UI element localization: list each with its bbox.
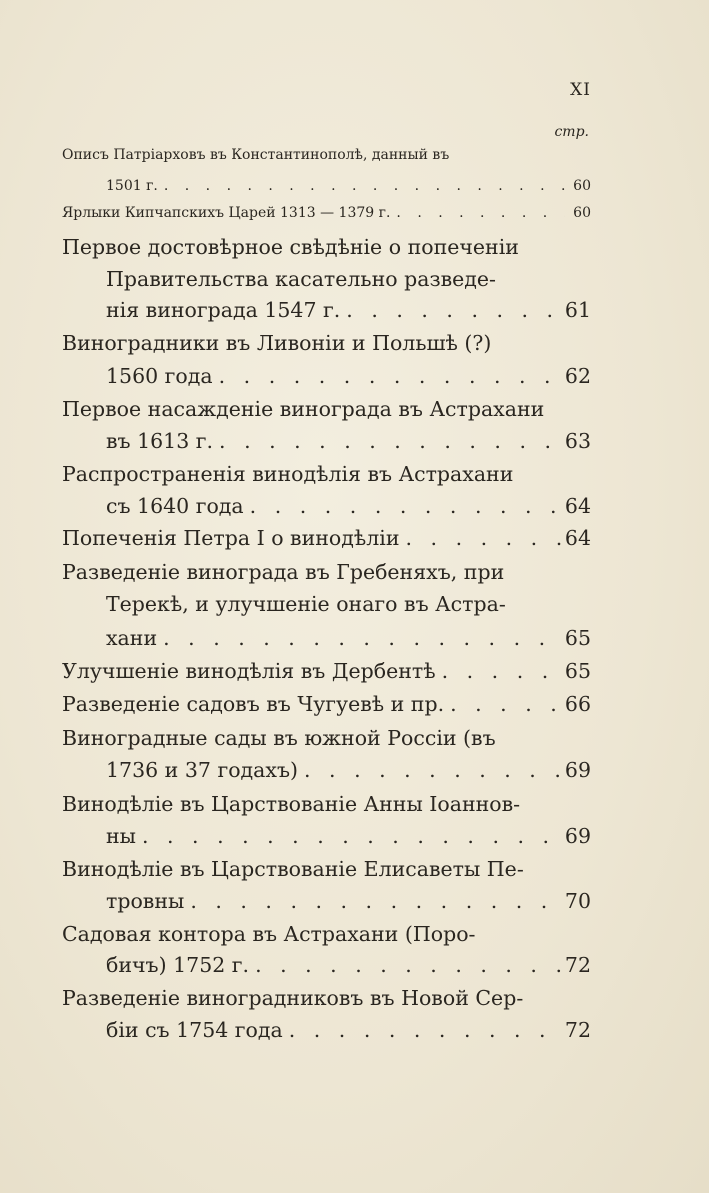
toc-entry-text: Попеченія Петра I о винодѣліи	[62, 526, 400, 550]
toc-entry-text: въ 1613 г.	[106, 429, 214, 453]
toc-entry-text: Первое насажденіе винограда въ Астрахани	[62, 397, 545, 421]
toc-entry-text: тровны	[106, 889, 185, 913]
toc-entry-line	[62, 857, 591, 881]
toc-entry-line	[62, 626, 591, 650]
toc-entry-line	[62, 692, 591, 716]
page-column-label: стр.	[554, 124, 589, 140]
toc-entry-line	[62, 889, 591, 913]
toc-entry-line	[62, 429, 591, 453]
toc-entry-line	[62, 397, 591, 421]
toc-entry-text: Винодѣліе въ Царствованіе Анны Іоаннов-	[62, 792, 521, 816]
dot-leader	[249, 953, 565, 977]
toc-entry-text: Садовая контора въ Астрахани (Поро-	[62, 922, 476, 946]
toc-page-number: 66	[564, 692, 591, 716]
toc-page-number: 70	[564, 889, 591, 913]
toc-entry-line	[62, 462, 591, 486]
toc-entry-text: 1501 г.	[106, 178, 158, 194]
toc-entry-line	[62, 178, 591, 194]
toc-page-number: 61	[564, 298, 591, 322]
toc-entry-text: Разведеніе винограда въ Гребеняхъ, при	[62, 560, 505, 584]
dot-leader	[298, 758, 565, 782]
toc-entry-line	[62, 592, 591, 616]
toc-entry-text: біи съ 1754 года	[106, 1018, 283, 1042]
toc-page-number: 60	[573, 178, 591, 194]
toc-page-number: 69	[564, 824, 591, 848]
toc-entry-line	[62, 205, 591, 221]
toc-entry-line	[62, 1018, 591, 1042]
toc-page-number: 64	[564, 494, 591, 518]
toc-page-number: 72	[564, 953, 591, 977]
dot-leader	[340, 298, 565, 322]
toc-entry-line	[62, 824, 591, 848]
toc-entry-line	[62, 298, 591, 322]
dot-leader	[283, 1018, 565, 1042]
toc-entry-line	[62, 758, 591, 782]
dot-leader	[436, 659, 565, 683]
toc-entry-text: нія винограда 1547 г.	[106, 298, 341, 322]
toc-page-number: 65	[564, 626, 591, 650]
dot-leader	[444, 692, 565, 716]
toc-entry-line	[62, 364, 591, 388]
toc-page-number: 62	[564, 364, 591, 388]
toc-entry-text: Винодѣліе въ Царствованіе Елисаветы Пе-	[62, 857, 524, 881]
toc-entry-line	[62, 953, 591, 977]
dot-leader	[158, 178, 565, 194]
toc-entry-text: съ 1640 года	[106, 494, 244, 518]
toc-entry-text: 1736 и 37 годахъ)	[106, 758, 298, 782]
toc-entry-text: ны	[106, 824, 136, 848]
toc-entry-line	[62, 267, 591, 291]
toc-page-number: 60	[573, 205, 591, 221]
toc-entry-text: Ярлыки Кипчапскихъ Царей 1313 — 1379 г.	[62, 205, 391, 221]
toc-page-number: 64	[564, 526, 591, 550]
toc-entry-text: Виноградные сады въ южной Россіи (въ	[62, 726, 496, 750]
toc-entry-line	[62, 792, 591, 816]
toc-page-number: 65	[564, 659, 591, 683]
toc-entry-text: Разведеніе садовъ въ Чугуевѣ и пр.	[62, 692, 445, 716]
toc-entry-text: Первое достовѣрное свѣдѣніе о попеченіи	[62, 235, 519, 259]
toc-page-number: 72	[564, 1018, 591, 1042]
dot-leader	[390, 205, 565, 221]
toc-entry-line	[62, 922, 591, 946]
dot-leader	[213, 429, 565, 453]
dot-leader	[184, 889, 565, 913]
toc-entry-text: Распространенія винодѣлія въ Астрахани	[62, 462, 514, 486]
toc-entry-line	[62, 560, 591, 584]
toc-entry-text: бичъ) 1752 г.	[106, 953, 250, 977]
toc-entry-text: 1560 года	[106, 364, 213, 388]
dot-leader	[400, 526, 565, 550]
toc-entry-line	[62, 235, 591, 259]
toc-entry-line	[62, 331, 591, 355]
dot-leader	[244, 494, 565, 518]
toc-entry-text: Разведеніе виноградниковъ въ Новой Сер-	[62, 986, 524, 1010]
toc-page-number: 69	[564, 758, 591, 782]
toc-entry-text: Виноградники въ Ливоніи и Польшѣ (?)	[62, 331, 492, 355]
toc-entry-line	[62, 526, 591, 550]
toc-entry-line	[62, 726, 591, 750]
toc-entry-text: Описъ Патріарховъ въ Константинополѣ, данный въ	[62, 147, 450, 163]
toc-entry-text: Улучшеніе винодѣлія въ Дербентѣ	[62, 659, 436, 683]
dot-leader	[157, 626, 565, 650]
toc-entry-line	[62, 986, 591, 1010]
toc-entry-text: Правительства касательно разведе-	[106, 267, 496, 291]
toc-entry-text: Терекѣ, и улучшеніе онаго въ Астра-	[106, 592, 506, 616]
toc-entry-line	[62, 659, 591, 683]
page-number: XI	[570, 80, 591, 100]
dot-leader	[213, 364, 565, 388]
toc-entry-text: хани	[106, 626, 158, 650]
toc-page-number: 63	[564, 429, 591, 453]
toc-entry-line	[62, 494, 591, 518]
dot-leader	[136, 824, 565, 848]
toc-entry-line	[62, 147, 591, 163]
